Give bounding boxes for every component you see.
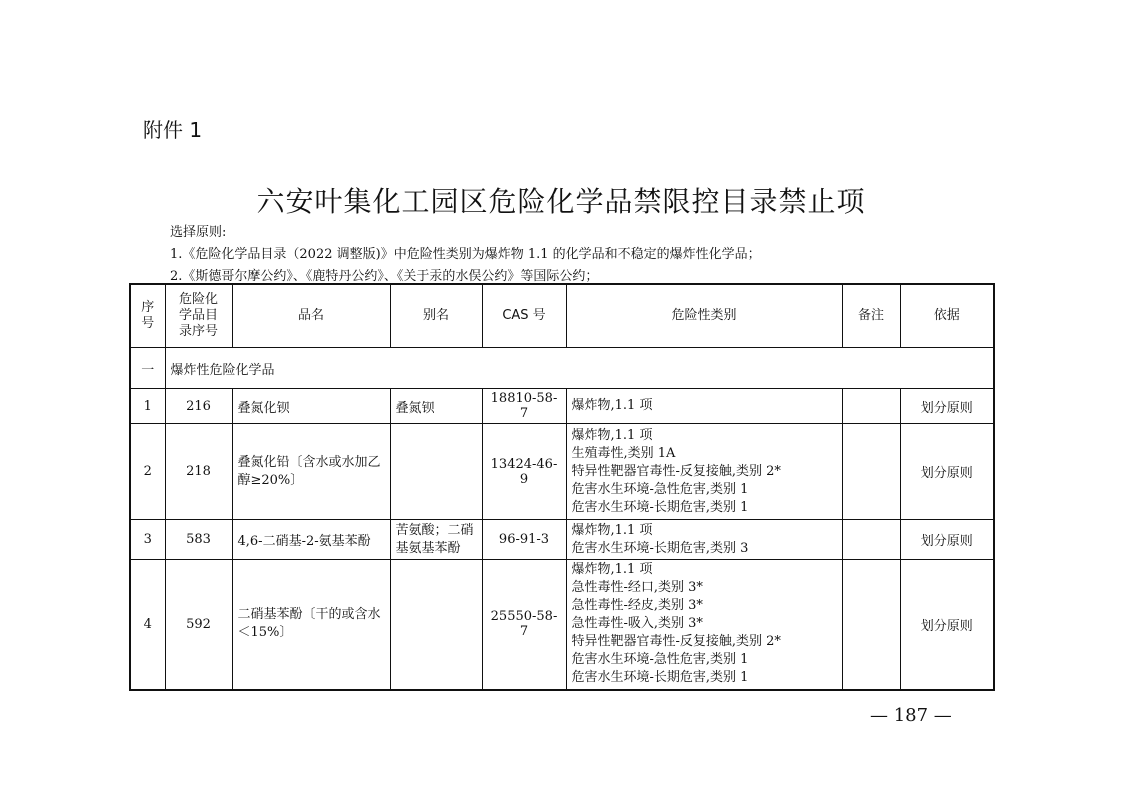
row-remark [842, 520, 900, 560]
row-alias [390, 560, 482, 690]
hazard-line: 急性毒性-经口,类别 3* [571, 580, 703, 596]
row-cas: 25550-58-7 [482, 560, 566, 690]
hazard-line: 爆炸物,1.1 项 [571, 427, 653, 443]
row-basis: 划分原则 [900, 424, 994, 520]
row-seq: 2 [130, 424, 165, 520]
hazard-line: 危害水生环境-急性危害,类别 1 [571, 652, 749, 668]
row-alias: 叠氮钡 [390, 389, 482, 424]
table-row [130, 560, 994, 690]
section-number: 一 [130, 348, 165, 389]
row-basis: 划分原则 [900, 520, 994, 560]
row-catalog-no: 216 [165, 389, 232, 424]
header-cas: CAS 号 [482, 284, 566, 348]
hazard-line: 生殖毒性,类别 1A [571, 445, 676, 461]
row-hazard [566, 520, 842, 560]
row-hazard [566, 389, 842, 424]
hazard-line: 急性毒性-经皮,类别 3* [571, 598, 703, 614]
header-alias: 别名 [390, 284, 482, 348]
table-row [130, 520, 994, 560]
row-catalog-no: 583 [165, 520, 232, 560]
header-seq: 序 号 [130, 284, 165, 348]
table-header-row [130, 284, 994, 348]
row-hazard [566, 424, 842, 520]
hazard-line: 特异性靶器官毒性-反复接触,类别 2* [571, 634, 781, 650]
hazard-line: 危害水生环境-长期危害,类别 1 [571, 499, 749, 515]
row-catalog-no: 218 [165, 424, 232, 520]
section-row [130, 348, 994, 389]
hazard-line: 危害水生环境-急性危害,类别 1 [571, 481, 749, 497]
header-remark: 备注 [842, 284, 900, 348]
row-name: 叠氮化铅〔含水或水加乙醇≥20%〕 [232, 424, 390, 520]
row-cas: 13424-46-9 [482, 424, 566, 520]
document-title: 六安叶集化工园区危险化学品禁限控目录禁止项 [256, 185, 866, 218]
page-number: — 187 — [870, 705, 952, 726]
header-basis: 依据 [900, 284, 994, 348]
row-cas: 18810-58-7 [482, 389, 566, 424]
table-row [130, 389, 994, 424]
row-remark [842, 560, 900, 690]
selection-principles [170, 222, 761, 288]
row-name: 叠氮化钡 [232, 389, 390, 424]
hazard-line: 危害水生环境-长期危害,类别 3 [571, 540, 749, 556]
table-row [130, 424, 994, 520]
header-name: 品名 [232, 284, 390, 348]
hazard-line: 爆炸物,1.1 项 [571, 398, 653, 413]
header-catalog-no: 危险化 学品目 录序号 [165, 284, 232, 348]
hazard-table [129, 283, 995, 691]
principle-item-2: 2.《斯德哥尔摩公约》、《鹿特丹公约》、《关于汞的水俣公约》等国际公约； [170, 269, 599, 284]
header-hazard: 危险性类别 [566, 284, 842, 348]
hazard-line: 急性毒性-吸入,类别 3* [571, 616, 703, 632]
row-seq: 4 [130, 560, 165, 690]
row-remark [842, 389, 900, 424]
section-title: 爆炸性危险化学品 [165, 348, 994, 389]
row-seq: 1 [130, 389, 165, 424]
hazard-line: 特异性靶器官毒性-反复接触,类别 2* [571, 463, 781, 479]
row-alias [390, 424, 482, 520]
row-hazard [566, 560, 842, 690]
hazard-line: 爆炸物,1.1 项 [571, 562, 653, 578]
hazard-line: 爆炸物,1.1 项 [571, 522, 653, 538]
row-name: 二硝基苯酚〔干的或含水＜15%〕 [232, 560, 390, 690]
hazard-line: 危害水生环境-长期危害,类别 1 [571, 670, 749, 686]
row-name: 4,6-二硝基-2-氨基苯酚 [232, 520, 390, 560]
row-catalog-no: 592 [165, 560, 232, 690]
row-remark [842, 424, 900, 520]
principles-heading: 选择原则: [170, 225, 227, 240]
attachment-label: 附件 1 [143, 118, 203, 142]
row-alias: 苦氨酸；二硝基氨基苯酚 [390, 520, 482, 560]
row-basis: 划分原则 [900, 389, 994, 424]
row-cas: 96-91-3 [482, 520, 566, 560]
row-basis: 划分原则 [900, 560, 994, 690]
principle-item-1: 1.《危险化学品目录（2022 调整版)》中危险性类别为爆炸物 1.1 的化学品和不稳定的爆炸性化学品； [170, 247, 761, 262]
row-seq: 3 [130, 520, 165, 560]
